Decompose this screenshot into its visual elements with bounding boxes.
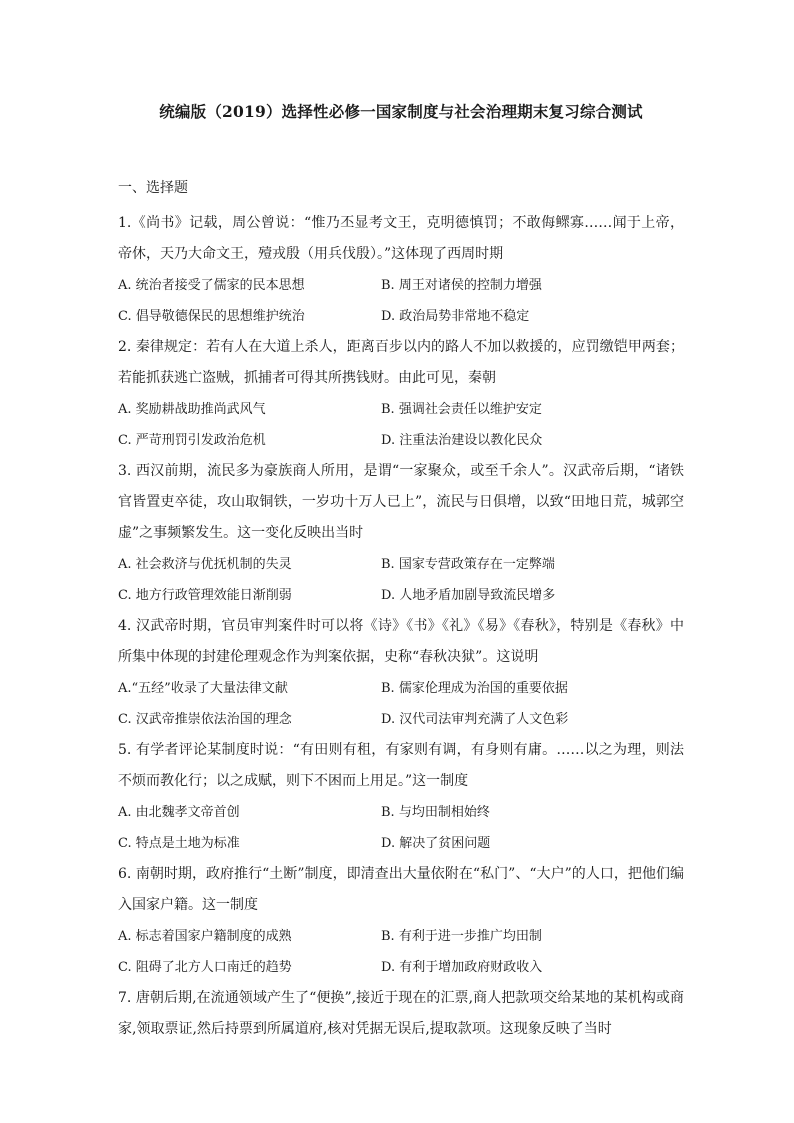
question-3: [118, 456, 684, 611]
option-c: C. 阻碍了北方人口南迁的趋势: [118, 960, 292, 975]
option-list: [118, 673, 684, 735]
document-title: 统编版（2019）选择性必修一国家制度与社会治理期末复习综合测试: [159, 102, 643, 121]
question-stem: 5. 有学者评论某制度时说：“有田则有租，有家则有调，有身则有庸。……以之为理，则法不烦而教化行；以之成赋，则下不困而上用足。”这一制度: [118, 742, 684, 789]
option-d: D. 政治局势非常地不稳定: [381, 309, 530, 324]
question-2: [118, 332, 684, 456]
option-d: D. 解决了贫困问题: [381, 836, 491, 851]
option-b: B. 周王对诸侯的控制力增强: [381, 278, 542, 293]
option-c: C. 严苛刑罚引发政治危机: [118, 433, 266, 448]
option-c: C. 特点是土地为标准: [118, 836, 240, 851]
question-stem: 6. 南朝时期，政府推行“土断”制度，即清查出大量依附在“私门”、“大户”的人口，把他们编入国家户籍。这一制度: [118, 866, 684, 913]
question-stem: 2. 秦律规定：若有人在大道上杀人，距离百步以内的路人不加以救援的，应罚缴铠甲两套；若能抓获逃亡盗贼，抓捕者可得其所携钱财。由此可见，秦朝: [118, 339, 684, 386]
question-5: [118, 735, 684, 859]
option-list: [118, 549, 684, 611]
option-b: B. 国家专营政策存在一定弊端: [381, 557, 555, 572]
option-c: C. 地方行政管理效能日渐削弱: [118, 588, 292, 603]
option-list: [118, 394, 684, 456]
option-list: [118, 921, 684, 983]
question-1: [118, 208, 684, 332]
option-list: [118, 797, 684, 859]
option-b: B. 强调社会责任以维护安定: [381, 402, 542, 417]
option-c: C. 倡导敬德保民的思想维护统治: [118, 309, 305, 324]
option-a: A. 社会救济与优抚机制的失灵: [118, 557, 292, 572]
question-4: [118, 611, 684, 735]
option-d: D. 有利于增加政府财政收入: [381, 960, 543, 975]
option-list: [118, 270, 684, 332]
option-a: A. 由北魏孝文帝首创: [118, 805, 240, 820]
question-stem: 3. 西汉前期，流民多为豪族商人所用，是谓“一家聚众，或至千余人”。汉武帝后期，“诸铁官皆置吏卒徒，攻山取铜铁，一岁功十万人已上”，流民与日俱增，以致“田地日荒，城郭空虚”之事频繁发生。这一变化反映出当时: [118, 463, 684, 541]
question-stem: 4. 汉武帝时期，官员审判案件时可以将《诗》《书》《礼》《易》《春秋》，特别是《春秋》中所集中体现的封建伦理观念作为判案依据，史称“春秋决狱”。这说明: [118, 618, 684, 665]
option-a: A.“五经”收录了大量法律文献: [118, 681, 288, 696]
question-6: [118, 859, 684, 983]
option-d: D. 人地矛盾加剧导致流民增多: [381, 588, 556, 603]
question-stem: 1.《尚书》记载，周公曾说：“惟乃丕显考文王，克明德慎罚；不敢侮鳏寡……闻于上帝，帝休，天乃大命文王，殪戎殷（用兵伐殷）。”这体现了西周时期: [118, 215, 684, 262]
question-7: [118, 983, 684, 1045]
option-b: B. 与均田制相始终: [381, 805, 490, 820]
option-b: B. 儒家伦理成为治国的重要依据: [381, 681, 568, 696]
option-d: D. 汉代司法审判充满了人文色彩: [381, 712, 569, 727]
question-stem: 7. 唐朝后期,在流通领域产生了“便换”,接近于现在的汇票,商人把款项交给某地的某机构或商家,领取票证,然后持票到所属道府,核对凭据无误后,提取款项。这现象反映了当时: [118, 990, 684, 1037]
section-heading: 一、选择题: [118, 180, 188, 196]
option-b: B. 有利于进一步推广均田制: [381, 929, 542, 944]
option-d: D. 注重法治建设以教化民众: [381, 433, 543, 448]
option-c: C. 汉武帝推崇依法治国的理念: [118, 712, 292, 727]
option-a: A. 统治者接受了儒家的民本思想: [118, 278, 305, 293]
option-a: A. 标志着国家户籍制度的成熟: [118, 929, 292, 944]
option-a: A. 奖励耕战助推尚武风气: [118, 402, 266, 417]
